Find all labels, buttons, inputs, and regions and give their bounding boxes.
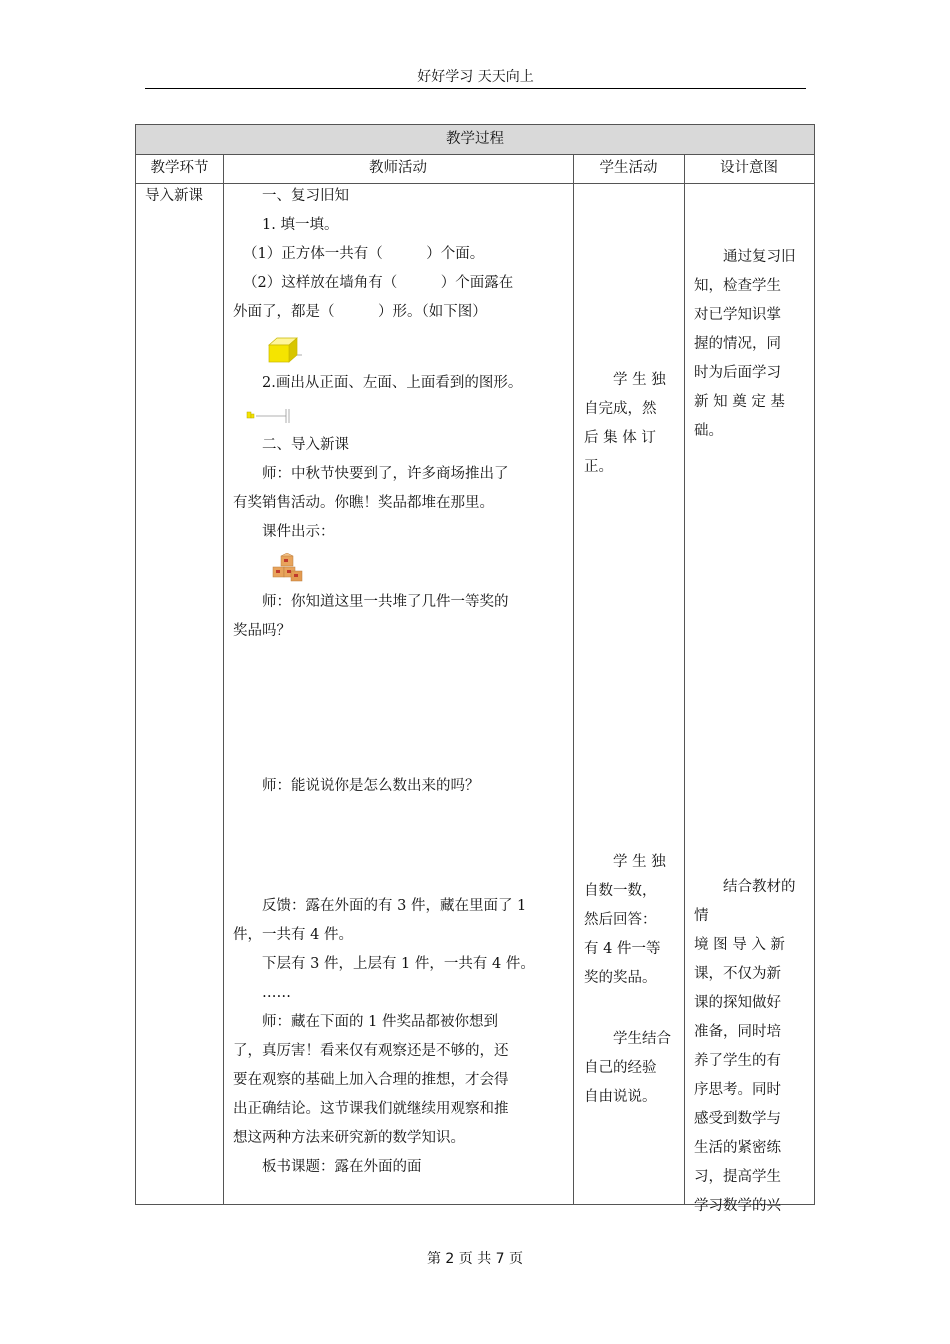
stage-cell: 导入新课 xyxy=(145,188,203,204)
design-line: 础。 xyxy=(694,423,723,439)
design-line: 境 图 导 入 新 xyxy=(694,937,785,953)
student-line: 学 生 独 xyxy=(613,854,666,870)
design-line: 新 知 奠 定 基 xyxy=(694,394,785,410)
teacher-line: 二、导入新课 xyxy=(262,437,349,453)
student-line: 学生结合 xyxy=(613,1031,671,1047)
table-title: 教学过程 xyxy=(136,125,814,155)
design-line: 对已学知识掌 xyxy=(694,307,781,323)
student-line: 有 4 件一等 xyxy=(584,941,661,957)
teacher-line: 了，真厉害！看来仅有观察还是不够的，还 xyxy=(233,1043,509,1059)
design-line: 通过复习旧 xyxy=(723,249,796,265)
gift-boxes-icon xyxy=(272,553,306,585)
teacher-line: 件，一共有 4 件。 xyxy=(233,927,353,943)
column-header-design: 设计意图 xyxy=(720,160,778,176)
design-line: 结合教材的情 xyxy=(694,879,796,924)
teacher-activity-cell-2 xyxy=(233,772,566,801)
teacher-line: 一、复习旧知 xyxy=(262,188,349,204)
teacher-line: 奖品吗？ xyxy=(233,623,291,639)
student-line: 然后回答： xyxy=(584,912,657,928)
column-divider xyxy=(223,154,224,1204)
teacher-line: 外面了，都是（ ）形。（如下图） xyxy=(233,304,487,320)
teacher-line: 想这两种方法来研究新的数学知识。 xyxy=(233,1130,465,1146)
student-line: 自由说说。 xyxy=(584,1089,657,1105)
teacher-line: 有奖销售活动。你瞧！奖品都堆在那里。 xyxy=(233,495,494,511)
design-line: 学习数学的兴 xyxy=(694,1198,781,1214)
teacher-line: 2.画出从正面、左面、上面看到的图形。 xyxy=(262,375,523,391)
teacher-line: 板书课题：露在外面的面 xyxy=(262,1159,422,1175)
page-footer: 第 2 页 共 7 页 xyxy=(426,1251,524,1267)
column-divider xyxy=(684,154,685,1204)
column-header-teacher: 教师活动 xyxy=(369,160,427,176)
student-line: 自己的经验 xyxy=(584,1060,657,1076)
design-line: 知，检查学生 xyxy=(694,278,781,294)
column-header-student: 学生活动 xyxy=(599,160,658,176)
student-line: 后 集 体 订 xyxy=(584,430,656,446)
student-activity-cell-2 xyxy=(584,848,676,993)
design-line: 序思考。同时 xyxy=(694,1082,781,1098)
column-divider xyxy=(573,154,574,1204)
design-line: 课，不仅为新 xyxy=(694,966,781,982)
teacher-line: 要在观察的基础上加入合理的推想，才会得 xyxy=(233,1072,509,1088)
student-line: 正。 xyxy=(584,459,613,475)
student-line: 自数一数， xyxy=(584,883,657,899)
teacher-line: 反馈：露在外面的有 3 件，藏在里面了 1 xyxy=(262,898,527,914)
design-line: 感受到数学与 xyxy=(694,1111,781,1127)
student-activity-cell-1 xyxy=(584,366,676,482)
page-header: 好好学习 天天向上 xyxy=(417,69,534,85)
design-line: 时为后面学习 xyxy=(694,365,781,381)
teacher-line: …… xyxy=(262,985,291,1001)
teacher-line: 下层有 3 件，上层有 1 件，一共有 4 件。 xyxy=(262,956,535,972)
teacher-line: （2）这样放在墙角有（ ）个面露在 xyxy=(243,275,514,291)
design-intent-cell-2 xyxy=(694,873,808,1221)
student-line: 学 生 独 xyxy=(613,372,666,388)
teacher-activity-cell-3 xyxy=(233,892,566,1182)
design-intent-cell-1 xyxy=(694,243,808,446)
student-line: 自完成，然 xyxy=(584,401,657,417)
design-line: 准备，同时培 xyxy=(694,1024,781,1040)
design-line: 课的探知做好 xyxy=(694,995,781,1011)
student-activity-cell-3 xyxy=(584,1025,676,1112)
table-header-row xyxy=(136,154,814,184)
design-line: 养了学生的有 xyxy=(694,1053,781,1069)
header-rule xyxy=(145,88,806,89)
teacher-line: 1. 填一填。 xyxy=(262,217,339,233)
teacher-line: 师：能说说你是怎么数出来的吗？ xyxy=(262,778,480,794)
views-drawing-icon xyxy=(246,408,292,424)
yellow-cube-icon xyxy=(267,335,303,365)
design-line: 习，提高学生 xyxy=(694,1169,781,1185)
teacher-line: （1）正方体一共有（ ）个面。 xyxy=(243,246,485,262)
teacher-line: 课件出示： xyxy=(262,524,335,540)
column-header-stage: 教学环节 xyxy=(150,160,209,176)
teacher-line: 师：藏在下面的 1 件奖品都被你想到 xyxy=(262,1014,498,1030)
design-line: 生活的紧密练 xyxy=(694,1140,781,1156)
lesson-table xyxy=(135,124,815,1214)
teacher-line: 出正确结论。这节课我们就继续用观察和推 xyxy=(233,1101,509,1117)
teacher-line: 师：中秋节快要到了，许多商场推出了 xyxy=(262,466,509,482)
design-line: 握的情况，同 xyxy=(694,336,781,352)
student-line: 奖的奖品。 xyxy=(584,970,657,986)
teacher-line: 师：你知道这里一共堆了几件一等奖的 xyxy=(262,594,509,610)
